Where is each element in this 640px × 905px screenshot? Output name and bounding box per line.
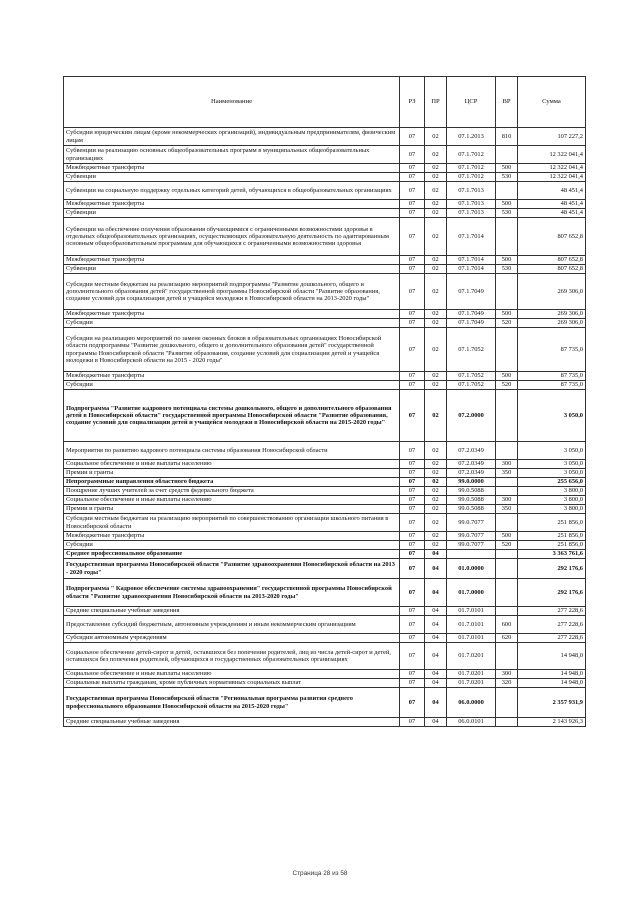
cell-vr: 320 [496, 679, 518, 688]
table-row [64, 469, 586, 478]
cell-sum: 292 176,6 [518, 559, 586, 579]
cell-csr: 07.1.7052 [447, 372, 496, 381]
cell-pr: 02 [425, 390, 447, 442]
cell-name: Субвенции на обеспечение получения образования обучающимися с ограниченными возможностями здоровья в отдельных общеобразовательных организациях, осуществляющих образовательную деятельность по адаптированным основным общеобразовательным программам для обучающихся с ограниченными возможностями здоровья [64, 218, 400, 256]
table-row [64, 670, 586, 679]
cell-csr: 99.0.7077 [447, 532, 496, 541]
cell-rz: 07 [400, 173, 425, 182]
cell-sum: 107 227,2 [518, 128, 586, 146]
cell-pr: 04 [425, 643, 447, 670]
cell-sum: 277 228,6 [518, 607, 586, 616]
cell-csr: 07.1.7013 [447, 182, 496, 200]
cell-rz: 07 [400, 182, 425, 200]
cell-name: Средние специальные учебные заведения [64, 718, 400, 727]
cell-vr [496, 718, 518, 727]
cell-vr [496, 559, 518, 579]
cell-csr: 07.2.0000 [447, 390, 496, 442]
cell-name: Социальное обеспечение и иные выплаты населению [64, 670, 400, 679]
cell-vr: 500 [496, 372, 518, 381]
cell-vr [496, 390, 518, 442]
cell-sum: 14 948,0 [518, 643, 586, 670]
cell-vr: 500 [496, 532, 518, 541]
cell-csr: 99.0.5088 [447, 487, 496, 496]
cell-rz: 07 [400, 328, 425, 372]
cell-rz: 07 [400, 218, 425, 256]
cell-vr [496, 607, 518, 616]
cell-sum: 48 451,4 [518, 182, 586, 200]
cell-sum: 2 143 926,3 [518, 718, 586, 727]
cell-name: Подпрограмма "Развитие кадрового потенциала системы дошкольного, общего и дополнительного образования детей в Новосибирской области" государственной программы Новосибирской области "Развитие образования, создание условий для социализации детей и учащейся молодежи в Новосибирской области на 2015-2020 годы" [64, 390, 400, 442]
cell-vr: 500 [496, 256, 518, 265]
table-row [64, 372, 586, 381]
cell-vr: 500 [496, 200, 518, 209]
cell-csr: 07.1.7012 [447, 146, 496, 164]
cell-rz: 07 [400, 128, 425, 146]
cell-sum: 12 322 041,4 [518, 164, 586, 173]
cell-name: Премии и гранты [64, 505, 400, 514]
cell-csr: 01.7.0201 [447, 643, 496, 670]
cell-sum: 14 948,0 [518, 670, 586, 679]
cell-rz: 07 [400, 460, 425, 469]
cell-csr: 07.2.0349 [447, 460, 496, 469]
cell-csr: 07.1.7052 [447, 381, 496, 390]
cell-vr: 520 [496, 381, 518, 390]
cell-pr: 02 [425, 310, 447, 319]
cell-vr: 350 [496, 469, 518, 478]
cell-name: Субсидии местным бюджетам на реализацию мероприятий по совершенствованию организации школьного питания в Новосибирской области [64, 514, 400, 532]
cell-pr: 02 [425, 146, 447, 164]
table-row [64, 505, 586, 514]
cell-rz: 07 [400, 274, 425, 310]
cell-name: Премии и гранты [64, 469, 400, 478]
cell-name: Субсидии [64, 319, 400, 328]
cell-name: Субвенции на реализацию основных общеобразовательных программ в муниципальных общеобразовательных организациях [64, 146, 400, 164]
cell-name: Подпрограмма " Кадровое обеспечение системы здравоохранения" государственной программы Новосибирской области "Развитие здравоохранения Новосибирской области на 2013-2020 годы" [64, 579, 400, 607]
cell-name: Субсидии местным бюджетам на реализацию мероприятий подпрограммы "Развитие дошкольного, общего и дополнительного образования детей" государственной программы Новосибирской области "Развитие образования, создание условий для социализации детей и учащейся молодежи в Новосибирской области на 2013-2020 годы" [64, 274, 400, 310]
cell-vr [496, 487, 518, 496]
table-row [64, 164, 586, 173]
cell-csr: 07.1.7012 [447, 164, 496, 173]
cell-sum: 277 228,6 [518, 634, 586, 643]
cell-name: Субсидии автономным учреждениям [64, 634, 400, 643]
cell-pr: 02 [425, 200, 447, 209]
cell-sum: 48 451,4 [518, 209, 586, 218]
cell-csr: 01.0.0000 [447, 559, 496, 579]
table-row [64, 146, 586, 164]
cell-name: Социальное обеспечение и иные выплаты населению [64, 460, 400, 469]
cell-rz: 07 [400, 607, 425, 616]
cell-csr: 01.7.0201 [447, 679, 496, 688]
cell-sum: 807 652,8 [518, 265, 586, 274]
cell-vr [496, 514, 518, 532]
cell-pr: 04 [425, 670, 447, 679]
cell-vr [496, 328, 518, 372]
cell-rz: 07 [400, 634, 425, 643]
cell-vr [496, 643, 518, 670]
cell-vr [496, 442, 518, 460]
cell-vr [496, 218, 518, 256]
cell-name: Субсидии юридическим лицам (кроме некоммерческих организаций), индивидуальным предпринимателям, физическим лицам [64, 128, 400, 146]
cell-rz: 07 [400, 559, 425, 579]
cell-pr: 04 [425, 607, 447, 616]
table-row [64, 328, 586, 372]
table-row [64, 256, 586, 265]
cell-sum: 12 322 041,4 [518, 173, 586, 182]
cell-name: Социальное обеспечение и иные выплаты населению [64, 496, 400, 505]
cell-csr: 01.7.0000 [447, 579, 496, 607]
cell-csr: 06.0.0101 [447, 718, 496, 727]
cell-csr: 99.0.5088 [447, 496, 496, 505]
cell-rz: 07 [400, 200, 425, 209]
cell-vr: 520 [496, 541, 518, 550]
cell-sum: 251 856,0 [518, 514, 586, 532]
cell-rz: 07 [400, 442, 425, 460]
table-row [64, 200, 586, 209]
cell-sum: 807 652,8 [518, 218, 586, 256]
cell-csr: 07.1.7052 [447, 328, 496, 372]
cell-csr: 99.0.5088 [447, 505, 496, 514]
table-row [64, 209, 586, 218]
cell-pr: 04 [425, 679, 447, 688]
cell-pr: 02 [425, 128, 447, 146]
cell-name: Государственная программа Новосибирской области "Региональная программа развития среднего профессионального образования Новосибирской области на 2015-2020 годы" [64, 688, 400, 718]
cell-csr: 07.1.7013 [447, 200, 496, 209]
header-csr: ЦСР [447, 77, 496, 128]
cell-rz: 07 [400, 688, 425, 718]
table-row [64, 688, 586, 718]
table-row [64, 460, 586, 469]
cell-name: Субвенции [64, 265, 400, 274]
table-row [64, 496, 586, 505]
cell-name: Межбюджетные трансферты [64, 310, 400, 319]
cell-vr: 500 [496, 164, 518, 173]
cell-rz: 07 [400, 532, 425, 541]
table-row [64, 643, 586, 670]
table-row [64, 381, 586, 390]
page-number: Страница 28 из 58 [292, 870, 348, 877]
cell-vr [496, 579, 518, 607]
cell-name: Межбюджетные трансферты [64, 372, 400, 381]
cell-pr: 04 [425, 616, 447, 634]
cell-name: Межбюджетные трансферты [64, 532, 400, 541]
cell-rz: 07 [400, 718, 425, 727]
cell-rz: 07 [400, 514, 425, 532]
cell-name: Субвенции [64, 173, 400, 182]
cell-csr: 06.0.0000 [447, 688, 496, 718]
cell-csr: 07.1.7014 [447, 218, 496, 256]
cell-pr: 02 [425, 514, 447, 532]
cell-pr: 02 [425, 256, 447, 265]
table-row [64, 319, 586, 328]
cell-pr: 02 [425, 487, 447, 496]
cell-csr: 07.2.0349 [447, 469, 496, 478]
cell-csr: 07.1.7013 [447, 209, 496, 218]
cell-sum: 292 176,6 [518, 579, 586, 607]
cell-sum: 3 800,0 [518, 496, 586, 505]
cell-name: Субвенции [64, 209, 400, 218]
cell-csr: 07.2.0349 [447, 442, 496, 460]
cell-sum: 269 306,0 [518, 319, 586, 328]
cell-pr: 02 [425, 218, 447, 256]
table-body [64, 128, 586, 727]
cell-pr: 02 [425, 478, 447, 487]
cell-name: Мероприятия по развитию кадрового потенциала системы образования Новосибирской области [64, 442, 400, 460]
cell-csr: 07.1.7014 [447, 256, 496, 265]
cell-vr: 530 [496, 209, 518, 218]
cell-pr: 02 [425, 381, 447, 390]
cell-csr: 07.1.2013 [447, 128, 496, 146]
table-row [64, 541, 586, 550]
cell-name: Государственная программа Новосибирской области "Развитие здравоохранения Новосибирской области на 2013 - 2020 годы" [64, 559, 400, 579]
cell-rz: 07 [400, 670, 425, 679]
cell-rz: 07 [400, 319, 425, 328]
cell-name: Субсидии на реализацию мероприятий по замене оконных блоков в образовательных организациях Новосибирской области подпрограммы "Развитие дошкольного, общего и дополнительного образования детей" государственной программы Новосибирской области "Развитие образования, создание условий для социализации детей и учащейся молодежи в Новосибирской области на 2015 - 2020 годы" [64, 328, 400, 372]
cell-vr [496, 478, 518, 487]
cell-csr [447, 550, 496, 559]
cell-rz: 07 [400, 390, 425, 442]
cell-pr: 02 [425, 541, 447, 550]
cell-rz: 07 [400, 381, 425, 390]
table-row [64, 265, 586, 274]
cell-name: Межбюджетные трансферты [64, 256, 400, 265]
cell-rz: 07 [400, 265, 425, 274]
cell-csr: 01.7.0101 [447, 607, 496, 616]
cell-pr: 04 [425, 634, 447, 643]
cell-sum: 87 735,0 [518, 381, 586, 390]
cell-rz: 07 [400, 256, 425, 265]
cell-pr: 02 [425, 328, 447, 372]
table-header-row [64, 77, 586, 128]
cell-csr: 99.0.7077 [447, 514, 496, 532]
cell-csr: 07.1.7049 [447, 319, 496, 328]
cell-csr: 07.1.7012 [447, 173, 496, 182]
cell-sum: 3 050,0 [518, 442, 586, 460]
cell-vr: 810 [496, 128, 518, 146]
cell-name: Социальные выплаты гражданам, кроме публичных нормативных социальных выплат [64, 679, 400, 688]
cell-sum: 87 735,0 [518, 372, 586, 381]
table-row [64, 128, 586, 146]
cell-pr: 02 [425, 505, 447, 514]
header-vr: ВР [496, 77, 518, 128]
cell-sum: 251 856,0 [518, 532, 586, 541]
cell-name: Субсидии [64, 541, 400, 550]
cell-vr [496, 274, 518, 310]
budget-table [63, 76, 586, 727]
table-row [64, 679, 586, 688]
cell-csr: 99.0.0000 [447, 478, 496, 487]
table-row [64, 442, 586, 460]
cell-pr: 04 [425, 718, 447, 727]
cell-vr: 300 [496, 496, 518, 505]
table-row [64, 718, 586, 727]
table-row [64, 218, 586, 256]
cell-rz: 07 [400, 478, 425, 487]
cell-pr: 02 [425, 372, 447, 381]
budget-table-container [63, 76, 585, 727]
cell-csr: 01.7.0101 [447, 634, 496, 643]
table-row [64, 390, 586, 442]
table-row [64, 182, 586, 200]
cell-rz: 07 [400, 469, 425, 478]
cell-name: Субвенции на социальную поддержку отдельных категорий детей, обучающихся в общеобразовательных организациях [64, 182, 400, 200]
cell-rz: 07 [400, 209, 425, 218]
cell-sum: 269 306,0 [518, 310, 586, 319]
cell-name: Субсидии [64, 381, 400, 390]
cell-pr: 04 [425, 559, 447, 579]
table-row [64, 634, 586, 643]
cell-pr: 02 [425, 532, 447, 541]
table-row [64, 607, 586, 616]
table-row [64, 532, 586, 541]
cell-sum: 807 652,8 [518, 256, 586, 265]
cell-sum: 3 050,0 [518, 460, 586, 469]
cell-name: Социальное обеспечение детей-сирот и детей, оставшихся без попечения родителей, лиц из числа детей-сирот и детей, оставшихся без попечения родителей, обучающихся в государственных образовательных организациях [64, 643, 400, 670]
cell-vr: 300 [496, 460, 518, 469]
cell-sum: 251 856,0 [518, 541, 586, 550]
cell-rz: 07 [400, 616, 425, 634]
cell-sum: 277 228,6 [518, 616, 586, 634]
cell-rz: 07 [400, 643, 425, 670]
cell-rz: 07 [400, 541, 425, 550]
cell-pr: 02 [425, 496, 447, 505]
cell-rz: 07 [400, 146, 425, 164]
cell-csr: 01.7.0101 [447, 616, 496, 634]
cell-csr: 99.0.7077 [447, 541, 496, 550]
cell-pr: 02 [425, 164, 447, 173]
cell-sum: 3 363 761,6 [518, 550, 586, 559]
header-name: Наименование [64, 77, 400, 128]
cell-csr: 07.1.7049 [447, 274, 496, 310]
cell-name: Поощрение лучших учителей за счет средств федерального бюджета [64, 487, 400, 496]
cell-vr: 500 [496, 310, 518, 319]
table-row [64, 616, 586, 634]
cell-pr: 02 [425, 173, 447, 182]
cell-rz: 07 [400, 164, 425, 173]
cell-name: Межбюджетные трансферты [64, 200, 400, 209]
cell-name: Предоставление субсидий бюджетным, автономным учреждениям и иным некоммерческим организациям [64, 616, 400, 634]
table-row [64, 173, 586, 182]
cell-pr: 02 [425, 319, 447, 328]
table-row [64, 550, 586, 559]
table-row [64, 274, 586, 310]
cell-pr: 02 [425, 182, 447, 200]
cell-sum: 87 735,0 [518, 328, 586, 372]
cell-vr: 530 [496, 265, 518, 274]
cell-pr: 02 [425, 265, 447, 274]
cell-vr: 600 [496, 616, 518, 634]
cell-sum: 14 948,0 [518, 679, 586, 688]
cell-rz: 07 [400, 487, 425, 496]
cell-name: Среднее профессиональное образование [64, 550, 400, 559]
cell-csr: 07.1.7049 [447, 310, 496, 319]
cell-pr: 04 [425, 688, 447, 718]
table-row [64, 478, 586, 487]
cell-vr: 300 [496, 670, 518, 679]
header-rz: РЗ [400, 77, 425, 128]
cell-pr: 02 [425, 469, 447, 478]
cell-vr [496, 182, 518, 200]
cell-rz: 07 [400, 310, 425, 319]
cell-vr: 530 [496, 173, 518, 182]
cell-vr [496, 550, 518, 559]
cell-rz: 07 [400, 496, 425, 505]
cell-sum: 3 800,0 [518, 487, 586, 496]
cell-pr: 02 [425, 209, 447, 218]
cell-pr: 04 [425, 579, 447, 607]
table-row [64, 559, 586, 579]
cell-sum: 12 322 041,4 [518, 146, 586, 164]
cell-sum: 3 800,0 [518, 505, 586, 514]
cell-rz: 07 [400, 505, 425, 514]
cell-csr: 07.1.7014 [447, 265, 496, 274]
table-row [64, 514, 586, 532]
cell-rz: 07 [400, 579, 425, 607]
cell-rz: 07 [400, 550, 425, 559]
cell-vr: 350 [496, 505, 518, 514]
cell-name: Непрограммные направления областного бюджета [64, 478, 400, 487]
cell-vr: 520 [496, 319, 518, 328]
cell-sum: 3 050,0 [518, 469, 586, 478]
cell-pr: 02 [425, 442, 447, 460]
header-sum: Сумма [518, 77, 586, 128]
cell-vr [496, 146, 518, 164]
header-pr: ПР [425, 77, 447, 128]
cell-sum: 2 357 931,9 [518, 688, 586, 718]
cell-csr: 01.7.0201 [447, 670, 496, 679]
cell-name: Средние специальные учебные заведения [64, 607, 400, 616]
cell-rz: 07 [400, 372, 425, 381]
cell-name: Межбюджетные трансферты [64, 164, 400, 173]
cell-rz: 07 [400, 679, 425, 688]
cell-pr: 04 [425, 550, 447, 559]
cell-vr: 620 [496, 634, 518, 643]
table-row [64, 579, 586, 607]
cell-sum: 255 656,0 [518, 478, 586, 487]
cell-pr: 02 [425, 460, 447, 469]
cell-pr: 02 [425, 274, 447, 310]
table-row [64, 487, 586, 496]
cell-sum: 3 050,0 [518, 390, 586, 442]
cell-sum: 269 306,0 [518, 274, 586, 310]
cell-sum: 48 451,4 [518, 200, 586, 209]
cell-vr [496, 688, 518, 718]
table-row [64, 310, 586, 319]
